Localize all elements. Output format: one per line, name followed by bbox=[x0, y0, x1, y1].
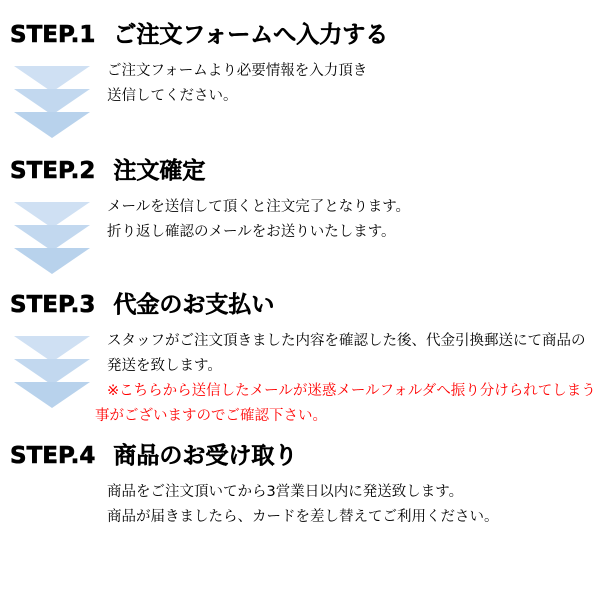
step-body-line: 送信してください。 bbox=[107, 88, 238, 104]
step-title-3: 代金のお支払い bbox=[113, 292, 275, 318]
step-block-4 bbox=[0, 437, 615, 530]
step-body-1 bbox=[107, 59, 615, 109]
step-heading-1 bbox=[0, 16, 615, 49]
step-body-4 bbox=[107, 480, 615, 530]
step-title-4: 商品のお受け取り bbox=[113, 443, 298, 469]
chevron-down-icon bbox=[14, 248, 90, 274]
step-heading-4 bbox=[0, 437, 615, 470]
step-body-line: 発送を致します。 bbox=[107, 358, 222, 374]
chevron-down-icon bbox=[14, 112, 90, 138]
step-heading-3 bbox=[0, 286, 615, 319]
step-block-3 bbox=[0, 286, 615, 429]
step-body-line-warning: 事がございますのでご確認下さい。 bbox=[95, 408, 327, 424]
step-title-2: 注文確定 bbox=[113, 158, 206, 184]
step-body-line: 折り返し確認のメールをお送りいたします。 bbox=[107, 224, 396, 240]
step-title-1: ご注文フォームへ入力する bbox=[113, 22, 389, 48]
step-block-2 bbox=[0, 152, 615, 245]
step-label-4: STEP.4 bbox=[10, 443, 96, 469]
step-body-line: ご注文フォームより必要情報を入力頂き bbox=[107, 63, 368, 79]
step-label-3: STEP.3 bbox=[10, 292, 96, 318]
step-body-line: 商品をご注文頂いてから3営業日以内に発送致します。 bbox=[107, 484, 464, 500]
step-heading-2 bbox=[0, 152, 615, 185]
step-body-line: メールを送信して頂くと注文完了となります。 bbox=[107, 199, 411, 215]
step-body-line-warning: ※こちらから送信したメールが迷惑メールフォルダへ振り分けられてしまう bbox=[107, 383, 596, 399]
step-body-2 bbox=[107, 195, 615, 245]
step-label-1: STEP.1 bbox=[10, 22, 96, 48]
step-label-2: STEP.2 bbox=[10, 158, 96, 184]
step-body-3 bbox=[95, 329, 615, 429]
step-body-line: 商品が届きましたら、カードを差し替えてご利用ください。 bbox=[107, 509, 499, 525]
step-body-line: スタッフがご注文頂きました内容を確認した後、代金引換郵送にて商品の bbox=[107, 333, 586, 349]
step-block-1 bbox=[0, 16, 615, 109]
